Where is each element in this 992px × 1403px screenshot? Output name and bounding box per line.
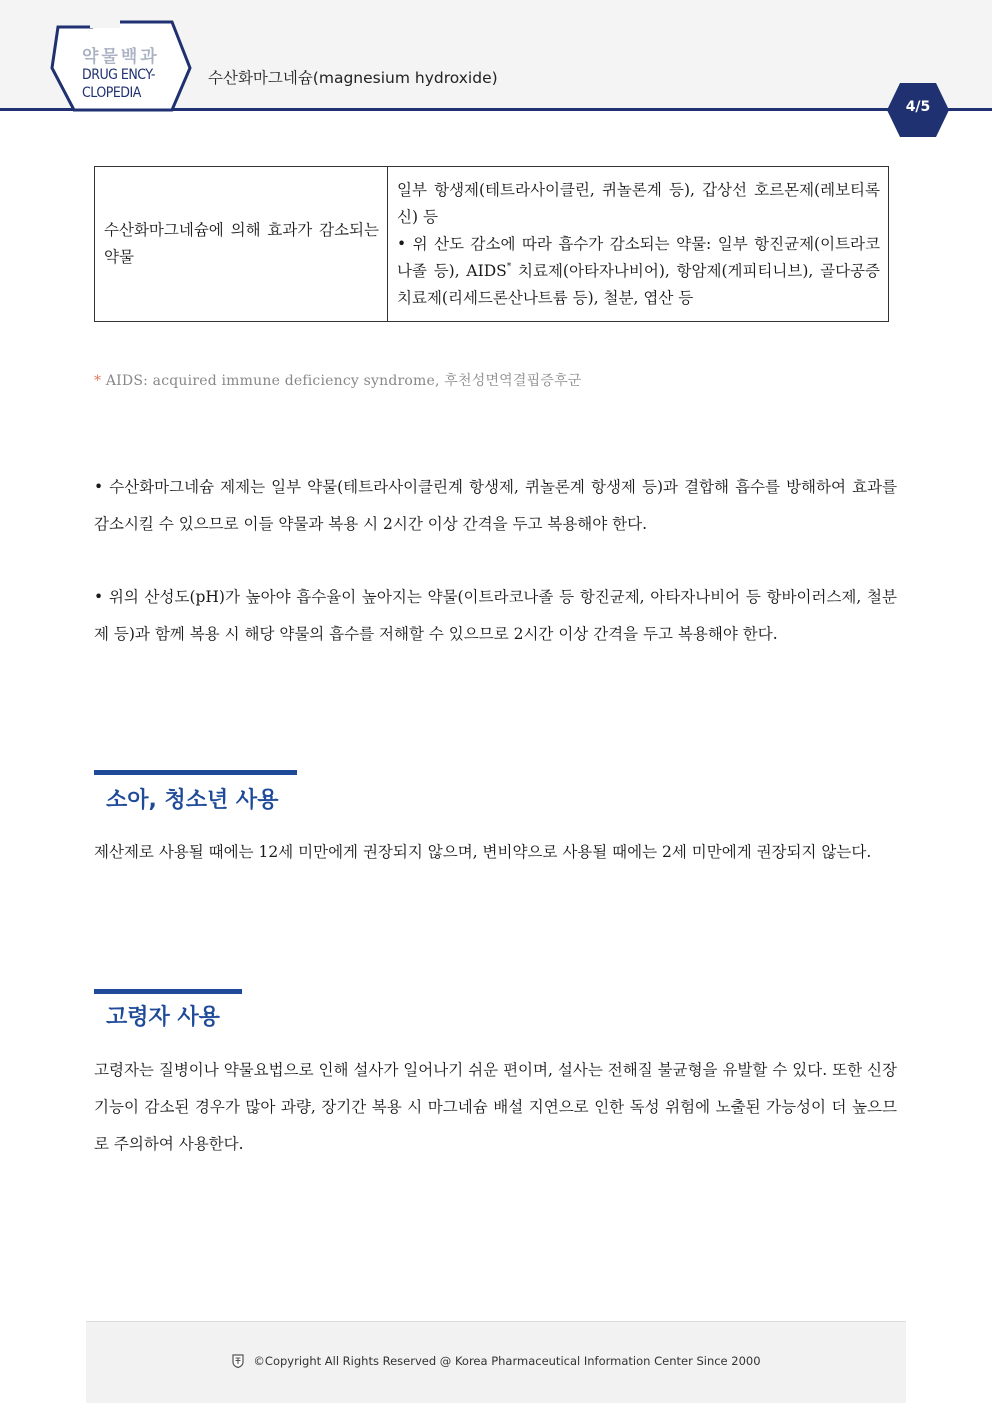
footnote [94, 370, 582, 390]
section-bar-children [94, 770, 297, 775]
drug-encyclopedia-logo [0, 0, 200, 112]
drug-list-acid-dependent [397, 231, 880, 312]
table-cell-drugs [388, 167, 889, 322]
section-body-elderly: 고령자는 질병이나 약물요법으로 인해 설사가 일어나기 쉬운 편이며, 설사는 전해질 불균형을 유발할 수 있다. 또한 신장 기능이 감소된 경우가 많아 과량, 장기간 복용 시 마그네슘 배설 지연으로 인한 독성 위험에 노출된 가능성이 더 높으므로 주의하여 사용한다. [94, 1061, 897, 1153]
copyright-text: ©Copyright All Rights Reserved @ Korea Pharmaceutical Information Center Since 2000 [253, 1354, 761, 1368]
logo-english-text [82, 66, 155, 102]
section-bar-elderly [94, 989, 242, 994]
logo-english-line2: CLOPEDIA [82, 85, 141, 101]
section-title-elderly: 고령자 사용 [106, 1005, 220, 1030]
page-header [0, 0, 992, 112]
paragraph-acidity-interaction: • 위의 산성도(pH)가 높아야 흡수율이 높아지는 약물(이트라코나졸 등 항진균제, 아타자나비어 등 항바이러스제, 철분제 등)과 함께 복용 시 해당 약물의 흡수를 저해할 수 있으므로 2시간 이상 간격을 두고 복용해야 한다. [94, 588, 897, 643]
footer-content [86, 1354, 906, 1368]
footnote-star: * [94, 373, 102, 389]
kpic-emblem-icon [231, 1354, 245, 1368]
document-title: 수산화마그네슘(magnesium hydroxide) [208, 69, 498, 87]
drug-list-antibiotics: 일부 항생제(테트라사이클린, 퀴놀론계 등), 갑상선 호르몬제(레보티록신) 등 [397, 180, 880, 226]
table-cell-category: 수산화마그네슘에 의해 효과가 감소되는 약물 [95, 167, 388, 322]
table-row [95, 167, 889, 322]
footnote-text: AIDS: acquired immune deficiency syndrome, 후천성면역결핍증후군 [101, 373, 582, 389]
interaction-table [94, 166, 889, 322]
page-indicator: 4/5 [905, 99, 931, 115]
page-footer [86, 1321, 906, 1403]
paragraph-binding-interaction: • 수산화마그네슘 제제는 일부 약물(테트라사이클린계 항생제, 퀴놀론계 항생제 등)과 결합해 흡수를 방해하여 효과를 감소시킬 수 있으므로 이들 약물과 복용 시 2시간 이상 간격을 두고 복용해야 한다. [94, 478, 897, 533]
drug-list-part-a: • 위 산도 감소에 따라 흡수가 감소되는 약물: 일부 항진균제(이트라코나졸 등), AIDS [397, 234, 880, 280]
logo-korean-text: 약물백과 [82, 47, 160, 67]
footnote-marker: * [506, 261, 512, 272]
logo-english-line1: DRUG ENCY- [82, 67, 155, 83]
drug-list-part-b: 치료제(아타자나비어), 항암제(게피티니브), 골다공증 치료제(리세드론산나트륨 등), 철분, 엽산 등 [397, 261, 880, 307]
section-body-children: 제산제로 사용될 때에는 12세 미만에게 권장되지 않으며, 변비약으로 사용될 때에는 2세 미만에게 권장되지 않는다. [94, 843, 872, 861]
section-title-children: 소아, 청소년 사용 [106, 788, 279, 813]
